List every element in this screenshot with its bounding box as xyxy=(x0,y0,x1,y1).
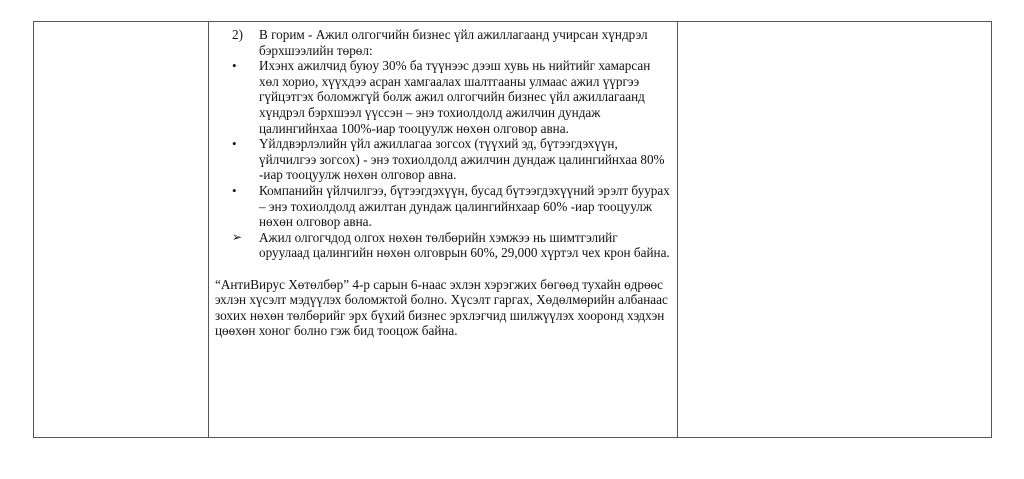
arrow-right-icon: ➢ xyxy=(232,229,243,244)
spacer xyxy=(215,261,671,277)
table-cell-right xyxy=(678,22,992,438)
bullet-text: Үйлдвэрлэлийн үйл ажиллагаа зогсох (түүхий эд, бүтээгдэхүүн, үйлчилгээ зогсох) - энэ тохиолдолд ажилчин дундаж цалингийнхаа 80% -иар тооцуулж нөхөн олговор авна. xyxy=(259,136,665,183)
table-row xyxy=(34,22,992,438)
bullet-text: Компанийн үйлчилгээ, бүтээгдэхүүн, бусад бүтээгдэхүүний эрэлт буурах – энэ тохиолдолд ажилтан дундаж цалингийнхаар 60% -иар тооцуулж нөхөн олговор авна. xyxy=(259,182,670,230)
table-cell-content xyxy=(209,22,678,438)
table-cell-left xyxy=(34,22,209,438)
bullet-icon: • xyxy=(232,136,237,152)
list-item xyxy=(232,183,671,230)
arrow-item-text: Ажил олгогчдод олгох нөхөн төлбөрийн хэмжээ нь шимтгэлийг оруулаад цалингийн нөхөн олговрын 60%, 29,000 хүртэл чех крон байна. xyxy=(259,229,670,261)
bullet-text: Ихэнх ажилчид буюу 30% ба түүнээс дээш хувь нь нийтийг хамарсан хөл хорио, хүүхдээ асран хамгаалах шалтгааны улмаас ажил үүргээ гүйцэтгэх боломжгүй болж ажил олгогчийн бизнес үйл ажиллагаанд хүндрэл бэрхшээл үүссэн – энэ тохиолдолд ажилчин дундаж цалингийнхаа 100%-иар тооцуулж нөхөн олговор авна. xyxy=(259,58,651,136)
document-table xyxy=(33,21,992,438)
bullet-list xyxy=(215,58,671,230)
list-item xyxy=(232,136,671,183)
numbered-item-text: В горим - Ажил олгогчийн бизнес үйл ажиллагаанд учирсан хүндрэл бэрхшээлийн төрөл: xyxy=(259,27,648,58)
number-marker: 2) xyxy=(232,27,243,42)
arrow-item xyxy=(232,230,671,261)
bullet-icon: • xyxy=(232,58,237,74)
numbered-item xyxy=(232,27,671,58)
list-item xyxy=(232,58,671,136)
bullet-icon: • xyxy=(232,182,237,198)
body-paragraph: “АнтиВирус Хөтөлбөр” 4-р сарын 6-наас эхлэн хэрэгжих бөгөөд тухайн өдрөөс эхлэн хүсэлт мэдүүлэх боломжтой болно. Хүсэлт гаргах, Хөдөлмөрийн албанаас зохих нөхөн төлбөрийг эрх бүхий бизнес эрхлэгчид шилжүүлэх хооронд хэдхэн цөөхөн хоног болно гэж бид тооцож байна. xyxy=(215,276,668,339)
